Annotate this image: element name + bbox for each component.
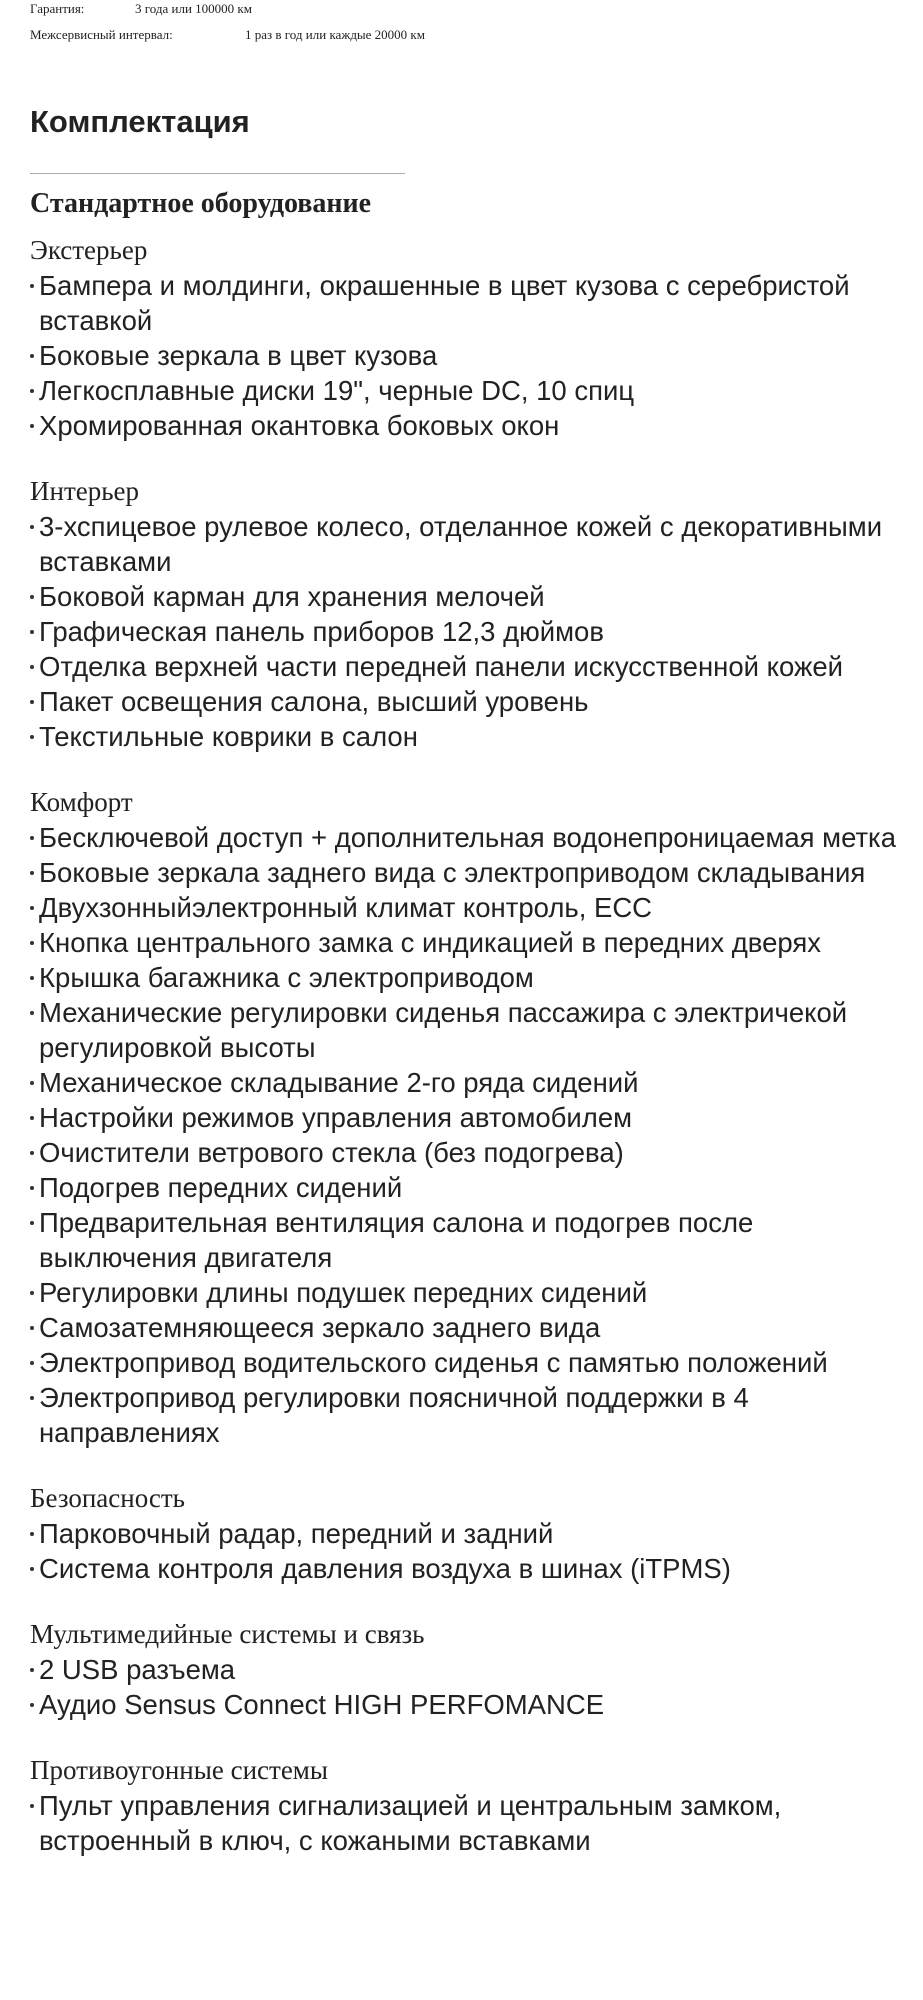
list-item-text: Двухзонныйэлектронный климат контроль, ECC	[39, 892, 653, 923]
list-item	[30, 1275, 900, 1310]
standard-equipment-heading: Стандартное оборудование	[30, 188, 372, 219]
bullet-icon	[30, 1668, 34, 1672]
section-title: Комфорт	[30, 787, 133, 817]
equipment-section	[30, 1480, 900, 1586]
list-item-text: Графическая панель приборов 12,3 дюймов	[39, 616, 604, 647]
warranty-label: Гарантия:	[30, 1, 85, 16]
bullet-icon	[30, 1396, 34, 1400]
bullet-icon	[30, 1361, 34, 1365]
list-item-text: Пакет освещения салона, высший уровень	[39, 686, 589, 717]
bullet-icon	[30, 1081, 34, 1085]
list-item-text: Хромированная окантовка боковых окон	[39, 410, 560, 441]
list-item	[30, 1687, 900, 1722]
list-item-text: 2 USB разъема	[39, 1654, 236, 1685]
list-item	[30, 1310, 900, 1345]
list-item	[30, 1652, 900, 1687]
list-item	[30, 855, 900, 890]
bullet-icon	[30, 1291, 34, 1295]
list-item	[30, 1065, 900, 1100]
list-item	[30, 509, 900, 579]
bullet-icon	[30, 836, 34, 840]
section-title: Мультимедийные системы и связь	[30, 1619, 425, 1649]
list-item	[30, 408, 900, 443]
list-item	[30, 719, 900, 754]
bullet-icon	[30, 1804, 34, 1808]
bullet-icon	[30, 354, 34, 358]
list-item-text: Предварительная вентиляция салона и подогрев после выключения двигателя	[39, 1207, 754, 1273]
equipment-section	[30, 232, 900, 443]
list-item-text: Система контроля давления воздуха в шинах (iTPMS)	[39, 1553, 731, 1584]
section-title: Интерьер	[30, 476, 140, 506]
list-item-text: Механические регулировки сиденья пассажира с электричекой регулировкой высоты	[39, 997, 848, 1063]
bullet-icon	[30, 941, 34, 945]
list-item	[30, 579, 900, 614]
list-item	[30, 373, 900, 408]
list-item-text: Регулировки длины подушек передних сидений	[39, 1277, 648, 1308]
list-item-text: Электропривод регулировки поясничной поддержки в 4 направлениях	[39, 1382, 749, 1448]
list-item	[30, 1380, 900, 1450]
list-item	[30, 268, 900, 338]
list-item	[30, 890, 900, 925]
list-item	[30, 614, 900, 649]
bullet-icon	[30, 595, 34, 599]
list-item-text: Боковой карман для хранения мелочей	[39, 581, 545, 612]
list-item	[30, 1205, 900, 1275]
list-item-text: Крышка багажника с электроприводом	[39, 962, 534, 993]
list-item	[30, 1345, 900, 1380]
list-item	[30, 1100, 900, 1135]
list-item-text: Самозатемняющееся зеркало заднего вида	[39, 1312, 601, 1343]
title-divider	[30, 173, 405, 174]
bullet-icon	[30, 1567, 34, 1571]
bullet-icon	[30, 976, 34, 980]
list-item-text: Боковые зеркала заднего вида с электроприводом складывания	[39, 857, 866, 888]
list-item	[30, 820, 900, 855]
service-interval-label: Межсервисный интервал:	[30, 27, 173, 42]
bullet-icon	[30, 630, 34, 634]
bullet-icon	[30, 1186, 34, 1190]
list-item	[30, 995, 900, 1065]
bullet-icon	[30, 1532, 34, 1536]
list-item-text: Боковые зеркала в цвет кузова	[39, 340, 438, 371]
section-title: Безопасность	[30, 1483, 185, 1513]
list-item-text: Аудио Sensus Connect HIGH PERFOMANCE	[39, 1689, 605, 1720]
list-item-text: Легкосплавные диски 19", черные DC, 10 спиц	[39, 375, 635, 406]
bullet-icon	[30, 871, 34, 875]
bullet-icon	[30, 1011, 34, 1015]
list-item	[30, 1170, 900, 1205]
list-item	[30, 338, 900, 373]
bullet-icon	[30, 1116, 34, 1120]
equipment-sections	[30, 232, 900, 1888]
list-item-text: 3-хспицевое рулевое колесо, отделанное кожей с декоративными вставками	[39, 511, 883, 577]
bullet-icon	[30, 284, 34, 288]
list-item	[30, 1516, 900, 1551]
bullet-icon	[30, 424, 34, 428]
list-item	[30, 1788, 900, 1858]
section-title: Экстерьер	[30, 235, 148, 265]
list-item-text: Электропривод водительского сиденья с памятью положений	[39, 1347, 828, 1378]
list-item	[30, 1135, 900, 1170]
section-title: Противоугонные системы	[30, 1755, 329, 1785]
list-item	[30, 649, 900, 684]
list-item-text: Очистители ветрового стекла (без подогрева)	[39, 1137, 624, 1168]
list-item	[30, 1551, 900, 1586]
bullet-icon	[30, 1221, 34, 1225]
list-item-text: Подогрев передних сидений	[39, 1172, 403, 1203]
equipment-section	[30, 1752, 900, 1858]
service-interval-value: 1 раз в год или каждые 20000 км	[245, 27, 425, 42]
bullet-icon	[30, 735, 34, 739]
list-item-text: Бесключевой доступ + дополнительная водонепроницаемая метка	[39, 822, 896, 853]
bullet-icon	[30, 1703, 34, 1707]
bullet-icon	[30, 525, 34, 529]
list-item	[30, 684, 900, 719]
equipment-section	[30, 1616, 900, 1722]
bullet-icon	[30, 665, 34, 669]
equipment-section	[30, 473, 900, 754]
list-item-text: Парковочный радар, передний и задний	[39, 1518, 554, 1549]
bullet-icon	[30, 389, 34, 393]
equipment-section	[30, 784, 900, 1450]
list-item-text: Настройки режимов управления автомобилем	[39, 1102, 633, 1133]
list-item-text: Текстильные коврики в салон	[39, 721, 418, 752]
warranty-value: 3 года или 100000 км	[135, 1, 252, 16]
list-item-text: Кнопка центрального замка с индикацией в передних дверях	[39, 927, 822, 958]
page-title: Комплектация	[30, 104, 250, 139]
list-item-text: Пульт управления сигнализацией и центральным замком, встроенный в ключ, с кожаными вставками	[39, 1790, 782, 1856]
bullet-icon	[30, 1151, 34, 1155]
list-item-text: Отделка верхней части передней панели искусственной кожей	[39, 651, 844, 682]
list-item-text: Механическое складывание 2-го ряда сидений	[39, 1067, 639, 1098]
list-item	[30, 925, 900, 960]
bullet-icon	[30, 906, 34, 910]
list-item	[30, 960, 900, 995]
bullet-icon	[30, 700, 34, 704]
bullet-icon	[30, 1326, 34, 1330]
list-item-text: Бампера и молдинги, окрашенные в цвет кузова с серебристой вставкой	[39, 270, 850, 336]
